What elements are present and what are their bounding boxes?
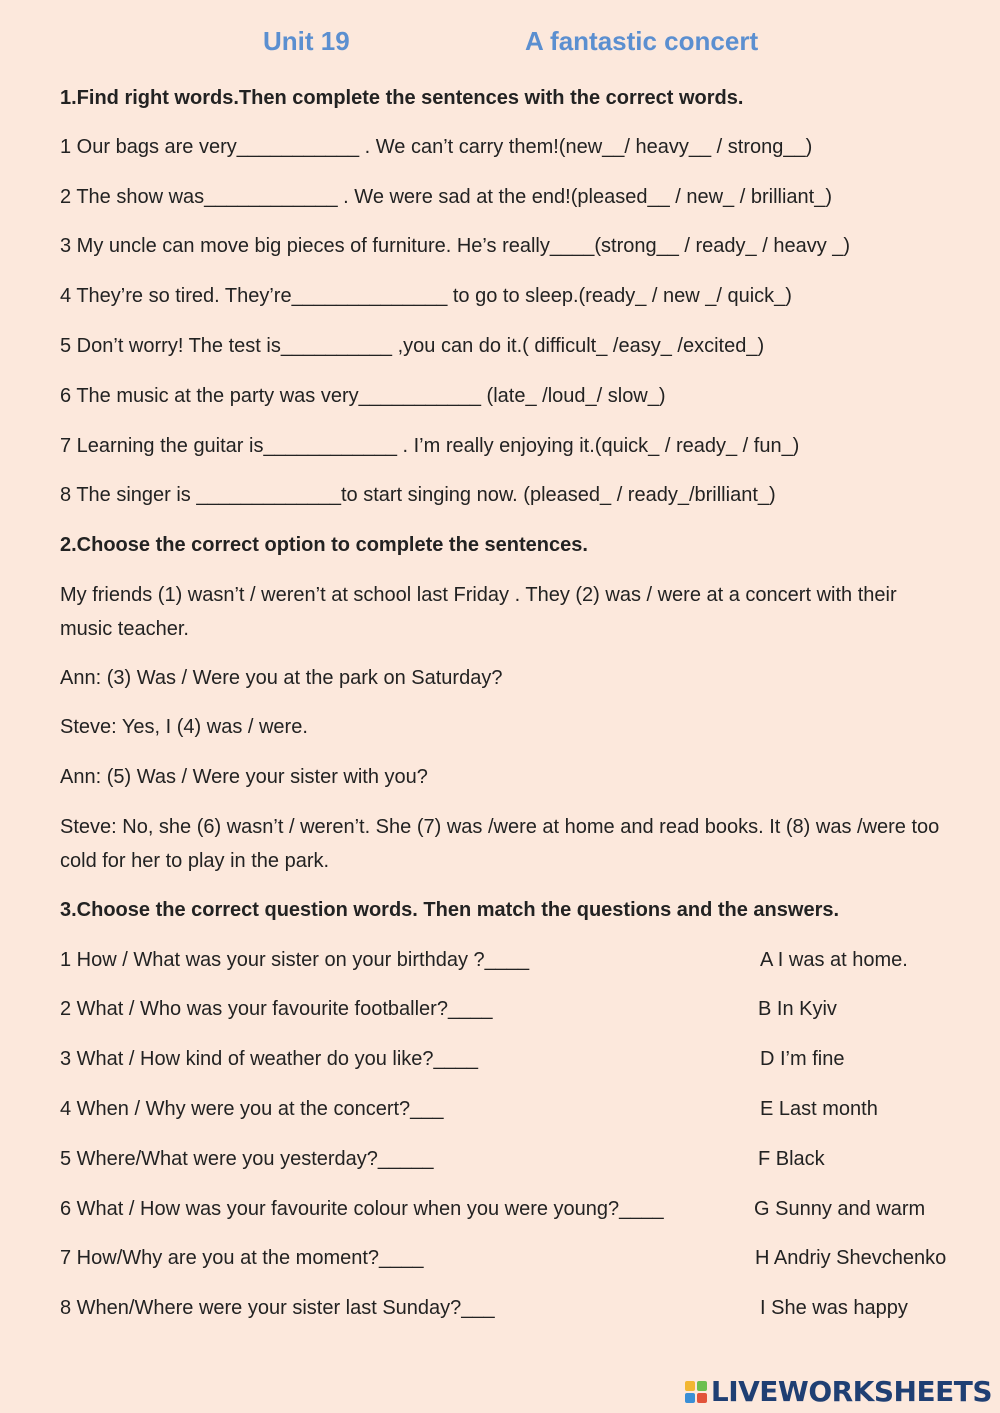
section1-sentence-6[interactable]: 6 The music at the party was very___________ (late_ /loud_/ slow_) (60, 385, 666, 407)
section3-answer-f: F Black (758, 1148, 825, 1170)
section3-question-7[interactable]: 7 How/Why are you at the moment?____ (60, 1247, 424, 1269)
section3-question-6[interactable]: 6 What / How was your favourite colour when you were young?____ (60, 1198, 664, 1220)
liveworksheets-logo-text: LIVEWORKSHEETS (710, 1375, 992, 1408)
section3-heading: 3.Choose the correct question words. Then match the questions and the answers. (60, 899, 840, 921)
unit-title: Unit 19 (263, 26, 350, 56)
section2-paragraph-1[interactable]: My friends (1) wasn’t / weren’t at school last Friday . They (2) was / were at a concert with their music teacher. (60, 584, 897, 640)
section3-answer-d: D I’m fine (760, 1048, 845, 1070)
section3-answer-g: G Sunny and warm (754, 1198, 926, 1220)
section3-answer-i: I She was happy (760, 1297, 908, 1319)
section1-sentence-3[interactable]: 3 My uncle can move big pieces of furniture. He’s really____(strong__ / ready_ / heavy _) (60, 235, 851, 257)
topic-title: A fantastic concert (525, 26, 759, 56)
section3-question-1[interactable]: 1 How / What was your sister on your birthday ?____ (60, 949, 530, 971)
section3-answer-e: E Last month (760, 1098, 878, 1120)
section3-answer-b: B In Kyiv (758, 998, 837, 1020)
section1-sentence-1[interactable]: 1 Our bags are very___________ . We can’t carry them!(new__/ heavy__ / strong__) (60, 136, 813, 158)
section1-sentence-2[interactable]: 2 The show was____________ . We were sad at the end!(pleased__ / new_ / brilliant_) (60, 186, 832, 208)
section2-heading: 2.Choose the correct option to complete the sentences. (60, 534, 588, 556)
section2-paragraph-3[interactable]: Steve: Yes, I (4) was / were. (60, 716, 308, 738)
section2-paragraph-5[interactable]: Steve: No, she (6) wasn’t / weren’t. She (7) was /were at home and read books. It (8) was /were too cold for her to play in the park. (60, 816, 940, 872)
section2-paragraph-2[interactable]: Ann: (3) Was / Were you at the park on Saturday? (60, 667, 503, 689)
section2-paragraph-4[interactable]: Ann: (5) Was / Were your sister with you? (60, 766, 428, 788)
section3-question-8[interactable]: 8 When/Where were your sister last Sunday?___ (60, 1297, 495, 1319)
section3-question-5[interactable]: 5 Where/What were you yesterday?_____ (60, 1148, 434, 1170)
section3-question-4[interactable]: 4 When / Why were you at the concert?___ (60, 1098, 444, 1120)
liveworksheets-logo-icon (685, 1381, 707, 1403)
section1-sentence-7[interactable]: 7 Learning the guitar is____________ . I’m really enjoying it.(quick_ / ready_ / fun_) (60, 435, 800, 457)
section1-sentence-8[interactable]: 8 The singer is _____________to start singing now. (pleased_ / ready_/brilliant_) (60, 484, 776, 506)
section1-sentence-5[interactable]: 5 Don’t worry! The test is__________ ,you can do it.( difficult_ /easy_ /excited_) (60, 335, 765, 357)
section3-question-3[interactable]: 3 What / How kind of weather do you like?____ (60, 1048, 479, 1070)
section3-answer-h: H Andriy Shevchenko (755, 1247, 947, 1269)
liveworksheets-logo[interactable] (685, 1377, 992, 1407)
section1-heading: 1.Find right words.Then complete the sentences with the correct words. (60, 87, 744, 109)
section3-question-2[interactable]: 2 What / Who was your favourite footballer?____ (60, 998, 493, 1020)
section3-answer-a: A I was at home. (760, 949, 908, 971)
section1-sentence-4[interactable]: 4 They’re so tired. They’re______________ to go to sleep.(ready_ / new _/ quick_) (60, 285, 792, 307)
